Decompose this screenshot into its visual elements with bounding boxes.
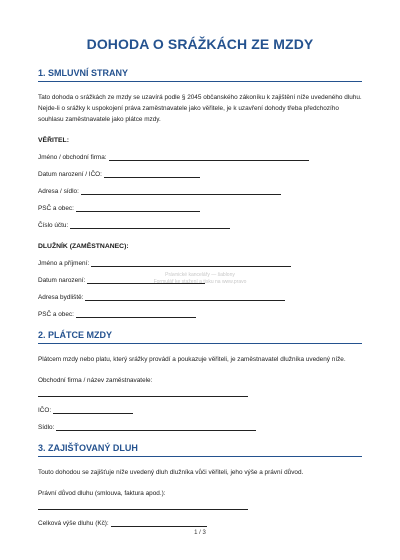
veritel-account-field[interactable] — [38, 222, 362, 229]
field-label: PSČ a obec: — [38, 311, 74, 318]
field-label: Datum narození / IČO: — [38, 171, 102, 178]
debt-amount-field[interactable] — [38, 520, 362, 527]
field-label: Sídlo: — [38, 424, 55, 431]
fill-line[interactable] — [85, 294, 285, 301]
watermark-line: Právnické kancelářy — šablony — [165, 272, 235, 278]
fill-line[interactable] — [109, 154, 309, 161]
field-label: Obchodní firma / název zaměstnavatele: — [38, 377, 153, 384]
veritel-heading: VĚŘITEL: — [38, 137, 69, 144]
fill-line[interactable] — [111, 520, 207, 527]
section-divider — [38, 81, 362, 82]
field-label: Celková výše dluhu (Kč): — [38, 520, 109, 527]
fill-line[interactable] — [53, 407, 133, 414]
fill-line[interactable] — [76, 205, 200, 212]
employer-sidlo-field[interactable] — [38, 424, 362, 431]
field-label: Číslo účtu: — [38, 222, 69, 229]
section-paragraph: Touto dohodou se zajišťuje níže uvedený dluh dlužníka vůči věřiteli, jeho výše a právní důvod. — [38, 469, 304, 476]
field-label: Právní důvod dluhu (smlouva, faktura apod.): — [38, 490, 166, 497]
field-label: Adresa / sídlo: — [38, 188, 79, 195]
employer-name-line[interactable] — [38, 396, 248, 397]
fill-line[interactable] — [70, 222, 230, 229]
fill-line[interactable] — [76, 311, 196, 318]
dluznik-address-field[interactable] — [38, 294, 362, 301]
dluznik-heading: DLUŽNÍK (ZAMĚSTNANEC): — [38, 243, 129, 250]
veritel-name-field[interactable] — [38, 154, 362, 161]
veritel-birthdate-field[interactable] — [38, 171, 362, 178]
page-number: 1 / 3 — [194, 530, 206, 536]
debt-reason-field — [38, 490, 362, 497]
employer-name-field — [38, 377, 362, 384]
section-paragraph: Tato dohoda o srážkách ze mzdy se uzavírá podle § 2045 občanského zákoníku k zajištění níže uvedeného dluhu. Nejde-li o srážky k uspokojení práva zaměstnavatele jako věřitele, je k uzavření dohody třeba předchozího souhlasu zaměstnavatele jako plátce mzdy. — [38, 94, 362, 123]
fill-line[interactable] — [56, 424, 256, 431]
field-label: Adresa bydliště: — [38, 294, 84, 301]
section-title-zajistovany-dluh: 3. ZAJIŠŤOVANÝ DLUH — [38, 443, 138, 453]
document-title: DOHODA O SRÁŽKÁCH ZE MZDY — [86, 36, 314, 52]
field-label: IČO: — [38, 407, 52, 414]
veritel-address-field[interactable] — [38, 188, 362, 195]
watermark — [0, 272, 400, 286]
veritel-psc-field[interactable] — [38, 205, 362, 212]
field-label: Jméno a příjmení: — [38, 260, 90, 267]
field-label: Datum narození: — [38, 277, 86, 284]
dluznik-name-field[interactable] — [38, 260, 362, 267]
section-paragraph: Plátcem mzdy nebo platu, který srážky provádí a poukazuje věřiteli, je zaměstnavatel dlužníka uvedený níže. — [38, 356, 346, 363]
fill-line[interactable] — [104, 171, 200, 178]
fill-line[interactable] — [91, 260, 291, 267]
debt-reason-line[interactable] — [38, 509, 248, 510]
section-title-platce-mzdy: 2. PLÁTCE MZDY — [38, 330, 113, 340]
employer-ico-field[interactable] — [38, 407, 362, 414]
field-label: PSČ a obec: — [38, 205, 74, 212]
section-divider — [38, 456, 362, 457]
section-divider — [38, 343, 362, 344]
watermark-line: Formulář ke stažení a tisku na www.pravo — [153, 279, 247, 285]
fill-line[interactable] — [81, 188, 281, 195]
dluznik-psc-field[interactable] — [38, 311, 362, 318]
section-title-smluvni-strany: 1. SMLUVNÍ STRANY — [38, 68, 129, 78]
field-label: Jméno / obchodní firma: — [38, 154, 107, 161]
